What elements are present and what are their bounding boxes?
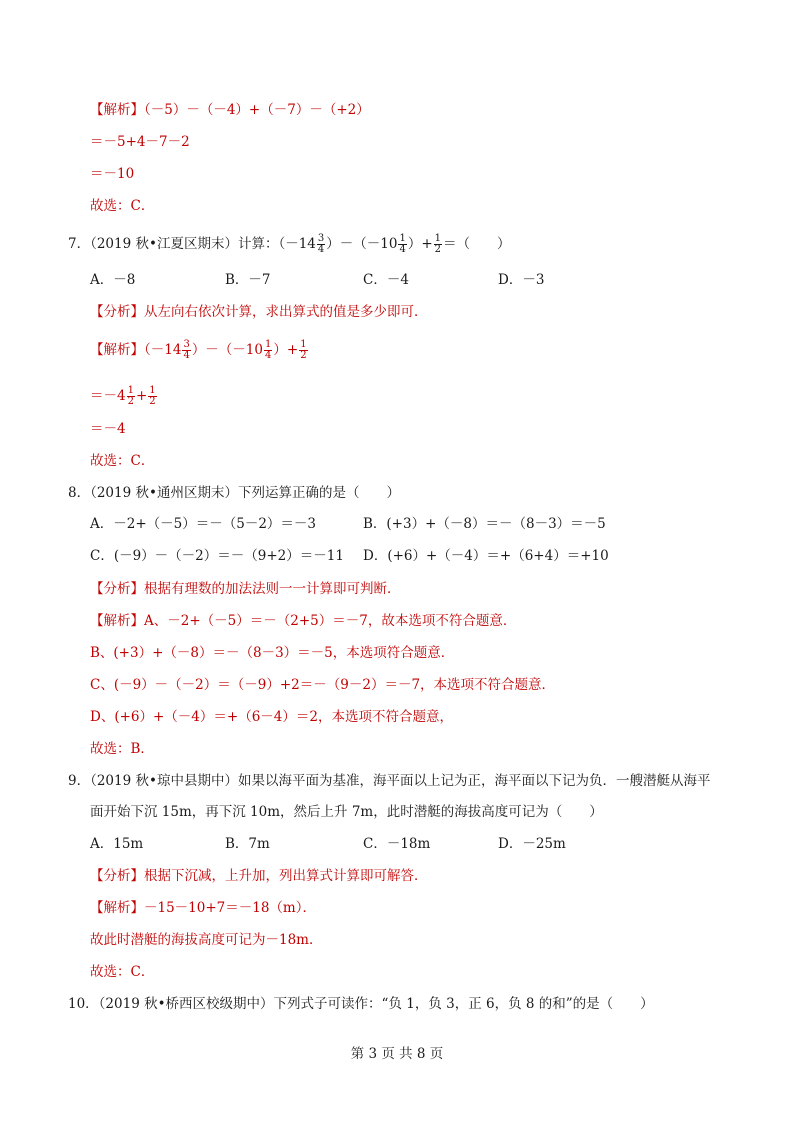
q7-stem-part: 7．（2019 秋•江夏区期末）计算：（－14 xyxy=(68,236,316,252)
fraction-numerator: 1 xyxy=(300,339,307,350)
q7-jiexi-part: ）－（－10 xyxy=(191,342,263,358)
q6-jiexi xyxy=(90,101,370,119)
q7-step1-fraction-1 xyxy=(127,386,135,407)
q10-stem: 10．（2019 秋•桥西区校级期中）下列式子可读作：“负 1，负 3，正 6，负 8 的和”的是（ ） xyxy=(68,996,654,1012)
q9-option-a: A．15m xyxy=(90,836,144,852)
q7-fenxi: 【分析】从左向右依次计算，求出算式的值是多少即可． xyxy=(90,304,428,320)
fraction-numerator: 3 xyxy=(317,233,325,244)
q8-jiexi-c: C、(－9）－（－2）＝（－9）+2＝－（9－2）＝－7，本选项不符合题意． xyxy=(90,677,556,693)
q8-option-b: B．(+3）+（－8）＝－（8－3）＝－5 xyxy=(363,516,606,532)
fraction-numerator: 1 xyxy=(265,339,272,350)
fraction-numerator: 1 xyxy=(434,233,442,244)
q7-step1 xyxy=(90,386,158,407)
fraction-denominator: 4 xyxy=(183,350,190,361)
q9-stem-line1: 9．（2019 秋•琼中县期中）如果以海平面为基准，海平面以上记为正，海平面以下记为负．一艘潜艇从海平 xyxy=(68,773,711,789)
fraction-numerator: 1 xyxy=(149,385,156,396)
q9-option-b: B．7m xyxy=(225,836,270,852)
q8-fenxi: 【分析】根据有理数的加法法则一一计算即可判断． xyxy=(90,581,401,597)
q8-option-c: C．(－9）－（－2）＝－（9+2）＝－11 xyxy=(90,548,344,564)
q7-jiexi-fraction-2 xyxy=(264,340,272,361)
q7-step1-part: ＝－4 xyxy=(90,388,126,404)
q7-fraction-2 xyxy=(398,234,406,255)
q9-answer: 故选：C． xyxy=(90,964,155,980)
q9-conclusion: 故此时潜艇的海拔高度可记为－18m． xyxy=(90,932,323,948)
q7-option-b: B．－7 xyxy=(225,272,271,288)
q7-jiexi xyxy=(90,340,309,361)
q7-jiexi-part: ）+ xyxy=(273,342,299,358)
q8-jiexi-b: B、(+3）+（－8）＝－（8－3）＝－5，本选项符合题意． xyxy=(90,645,455,661)
fraction-denominator: 4 xyxy=(265,350,272,361)
q6-step2: ＝－10 xyxy=(90,166,135,182)
q7-step1-fraction-2 xyxy=(148,386,156,407)
fraction-denominator: 2 xyxy=(127,396,134,407)
q8-stem: 8．（2019 秋•通州区期末）下列运算正确的是（ ） xyxy=(68,485,400,501)
q7-step1-part: + xyxy=(135,388,148,404)
q9-stem-line2: 面开始下沉 15m，再下沉 10m，然后上升 7m，此时潜艇的海拔高度可记为（ ） xyxy=(90,804,603,820)
q7-jiexi-part: 【解析】（－14 xyxy=(90,342,182,358)
q6-step1: ＝－5+4－7－2 xyxy=(90,134,190,150)
q7-option-a: A．－8 xyxy=(90,272,136,288)
q8-jiexi-d: D、(+6）+（－4）＝+（6－4）＝2，本选项不符合题意， xyxy=(90,709,453,725)
q9-option-c: C．－18m xyxy=(363,836,431,852)
q7-jiexi-fraction-3 xyxy=(299,340,307,361)
q8-option-a: A．－2+（－5）＝－（5－2）＝－3 xyxy=(90,516,317,532)
fraction-numerator: 1 xyxy=(127,385,134,396)
q9-fenxi: 【分析】根据下沉减，上升加，列出算式计算即可解答． xyxy=(90,868,428,884)
page-footer: 第 3 页 共 8 页 xyxy=(350,1046,444,1062)
q6-answer: 故选：C． xyxy=(90,198,155,214)
fraction-denominator: 2 xyxy=(149,396,156,407)
fraction-denominator: 2 xyxy=(434,244,442,255)
q8-option-d: D．(+6）+（－4）＝+（6+4）＝+10 xyxy=(363,548,609,564)
q7-option-c: C．－4 xyxy=(363,272,409,288)
fraction-numerator: 3 xyxy=(183,339,190,350)
fraction-denominator: 4 xyxy=(317,244,325,255)
q7-stem-part: ）－（－10 xyxy=(326,236,398,252)
q8-jiexi-a: 【解析】A、－2+（－5）＝－（2+5）＝－7，故本选项不符合题意． xyxy=(90,613,517,629)
q6-jiexi-label: 【解析】 xyxy=(90,102,144,118)
q9-jiexi: 【解析】－15－10+7＝－18（m）． xyxy=(90,900,316,916)
q9-option-d: D．－25m xyxy=(498,836,566,852)
q7-stem xyxy=(68,234,511,255)
q7-stem-part: ）+ xyxy=(407,236,433,252)
q7-fraction-3 xyxy=(434,234,442,255)
fraction-denominator: 2 xyxy=(300,350,307,361)
q7-fraction-1 xyxy=(317,234,325,255)
fraction-numerator: 1 xyxy=(399,233,406,244)
q7-jiexi-fraction-1 xyxy=(182,340,190,361)
q7-answer: 故选：C． xyxy=(90,453,155,469)
q7-stem-part: ＝（ ） xyxy=(443,236,511,252)
fraction-denominator: 4 xyxy=(399,244,406,255)
q6-jiexi-expr: （－5）－（－4）+（－7）－（+2） xyxy=(144,102,370,118)
q7-option-d: D．－3 xyxy=(498,272,545,288)
q8-answer: 故选：B． xyxy=(90,741,154,757)
q7-step2: ＝－4 xyxy=(90,421,126,437)
